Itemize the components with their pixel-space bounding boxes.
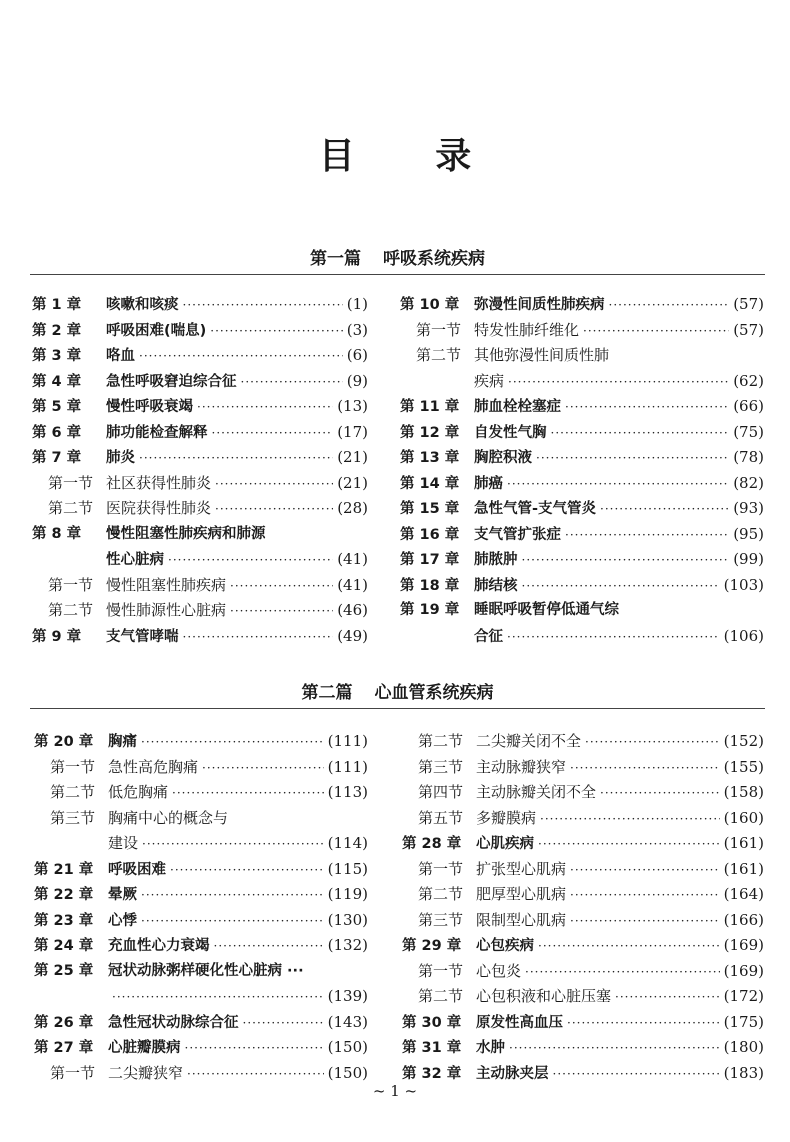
toc-entry [34,984,368,1010]
chapter-number: 第 13 章 [400,450,460,466]
entry-title: 睡眠呼吸暂停低通气综 [474,602,619,618]
page-ref: (150) [327,1038,368,1056]
leader-dots [570,756,720,782]
toc-entry [400,420,764,446]
toc-entry [402,857,764,883]
page-ref: (75) [733,422,764,441]
toc-entry [402,984,764,1010]
section-number: 第二节 [48,601,94,619]
toc-entry [402,908,764,934]
toc-entry [34,959,368,985]
toc-entry [34,882,368,908]
entry-title: 水肿 [476,1040,505,1056]
leader-dots [170,858,324,884]
leader-dots [583,319,729,345]
leader-dots [585,730,720,756]
leader-dots [522,574,720,600]
chapter-number: 第 28 章 [402,836,462,852]
chapter-number: 第 11 章 [400,399,460,415]
chapter-number: 第 7 章 [32,450,82,466]
entry-title: 晕厥 [108,887,137,903]
toc-entry [400,343,764,369]
chapter-number: 第 6 章 [32,424,82,441]
toc-entry [400,292,764,318]
page-ref: (166) [723,910,764,929]
section-number: 第二节 [418,987,464,1005]
chapter-number: 第 27 章 [34,1040,94,1056]
toc-entry [402,831,764,857]
chapter-number: 第 21 章 [34,861,94,878]
entry-title: 咯血 [106,348,135,364]
page-ref: (150) [327,1063,368,1082]
page-ref: (119) [327,885,368,903]
leader-dots [185,1036,324,1062]
page-ref: (78) [733,448,764,466]
toc-entry [32,394,368,420]
chapter-number: 第 9 章 [32,628,82,645]
leader-dots [172,781,324,807]
page-ref: (113) [327,783,368,801]
leader-dots [230,574,333,600]
page-ref: (28) [337,499,368,517]
toc-entry [34,908,368,934]
leader-dots [215,472,333,498]
page-ref: (175) [723,1012,764,1031]
leader-dots [538,934,720,960]
page-ref: (3) [346,320,368,339]
toc-entry [34,806,368,832]
leader-dots [615,985,720,1011]
toc-entry [400,445,764,471]
chapter-number: 第 26 章 [34,1014,94,1031]
leader-dots [112,985,324,1011]
leader-dots [230,599,333,625]
entry-title: 心肌疾病 [476,836,534,852]
leader-dots [536,446,729,472]
entry-title: 主动脉夹层 [476,1065,549,1082]
toc-entry [400,318,764,344]
part-name: 呼吸系统疾病 [383,249,485,269]
entry-title: 胸腔积液 [474,450,532,466]
chapter-number: 第 18 章 [400,577,460,594]
page-ref: (152) [723,732,764,750]
entry-title: 建设 [108,834,139,852]
leader-dots [507,625,720,651]
section-number: 第一节 [418,961,464,980]
section-number: 第一节 [48,473,94,492]
entry-title: 主动脉瓣关闭不全 [476,783,597,801]
part-divider [30,708,765,709]
page-ref: (130) [327,910,368,929]
section-number: 第一节 [48,575,94,594]
toc-entry [400,547,764,573]
entry-title: 胸痛 [108,734,137,750]
entry-title: 二尖瓣狭窄 [108,1063,184,1082]
entry-title: 合征 [474,628,503,645]
entry-title: 医院获得性肺炎 [106,499,212,517]
entry-title: 自发性气胸 [474,424,547,441]
page-ref: (93) [733,499,764,517]
entry-title: 慢性阻塞性肺疾病 [106,575,227,594]
page-ref: (114) [327,834,368,852]
page-ref: (158) [723,783,764,801]
page-ref: (21) [337,448,368,466]
section-number: 第一节 [416,320,462,339]
toc-entry [32,624,368,650]
toc-entry [34,933,368,959]
toc-entry [400,471,764,497]
entry-title: 咳嗽和咳痰 [106,297,179,313]
chapter-number: 第 12 章 [400,424,460,441]
section-number: 第二节 [416,346,462,364]
part-title-2 [30,678,765,703]
chapter-number: 第 25 章 [34,962,94,979]
leader-dots [214,934,324,960]
toc-column-left [32,292,368,649]
page-ref: (111) [327,732,368,750]
section-number: 第三节 [418,910,464,929]
entry-title: 充血性心力衰竭 [108,938,210,954]
entry-title: 慢性呼吸衰竭 [106,399,193,415]
page-ref: (115) [327,859,368,878]
leader-dots [570,909,720,935]
toc-entry [34,729,368,755]
entry-title: 弥漫性间质性肺疾病 [474,297,605,313]
entry-title: 低危胸痛 [108,783,169,801]
toc-column-right [400,292,764,649]
page-ref: (1) [346,295,368,313]
entry-title: 肺脓肿 [474,552,518,568]
entry-title: 疾病 [474,371,505,390]
section-number: 第一节 [50,757,96,776]
page-ref: (99) [733,550,764,568]
section-number: 第三节 [418,757,464,776]
entry-title: 急性冠状动脉综合征 [108,1014,239,1031]
toc-column-right [402,729,764,1086]
entry-title: 限制型心肌病 [476,910,567,929]
leader-dots [538,832,720,858]
entry-title: 肺癌 [474,475,503,492]
leader-dots [565,395,729,421]
toc-entry [32,445,368,471]
toc-entry [32,573,368,599]
entry-title: 肺血栓栓塞症 [474,399,561,415]
leader-dots [141,730,324,756]
chapter-number: 第 30 章 [402,1014,462,1031]
entry-title: 慢性阻塞性肺疾病和肺源 [106,525,266,542]
entry-title: 特发性肺纤维化 [474,320,580,339]
leader-dots [183,293,343,319]
page-ref: (111) [327,757,368,776]
toc-entry [402,780,764,806]
toc-entry [32,547,368,573]
page-ref: (161) [723,859,764,878]
page-ref: (62) [733,371,764,390]
entry-title: 慢性肺源性心脏病 [106,601,227,619]
page-ref: (180) [723,1038,764,1056]
entry-title: 支气管哮喘 [106,628,179,645]
entry-title: 胸痛中心的概念与 [108,808,229,827]
page-ref: (57) [733,320,764,339]
entry-title: 社区获得性肺炎 [106,473,212,492]
page-ref: (160) [723,808,764,827]
page-ref: (82) [733,473,764,492]
leader-dots [540,807,720,833]
leader-dots [509,1036,720,1062]
toc-entry [34,831,368,857]
chapter-number: 第 2 章 [32,322,82,339]
page-title: 目 录 [318,135,506,177]
chapter-number: 第 10 章 [400,297,460,313]
chapter-number: 第 14 章 [400,475,460,492]
page-ref: (103) [723,575,764,594]
toc-entry [32,292,368,318]
toc-entry [32,598,368,624]
page-ref: (132) [327,936,368,954]
part-divider [30,274,765,275]
section-number: 第二节 [418,732,464,750]
chapter-number: 第 4 章 [32,373,82,390]
chapter-number: 第 20 章 [34,734,94,750]
leader-dots [551,421,730,447]
toc-entry [400,369,764,395]
section-number: 第一节 [418,859,464,878]
leader-dots [600,781,720,807]
toc-entry [32,318,368,344]
entry-title: 二尖瓣关闭不全 [476,732,582,750]
toc-entry [32,471,368,497]
toc-entry [400,522,764,548]
entry-title: 扩张型心肌病 [476,859,567,878]
leader-dots [139,344,343,370]
toc-entry [34,780,368,806]
entry-title: 肺结核 [474,577,518,594]
entry-title: 急性高危胸痛 [108,757,199,776]
page-ref: (172) [723,987,764,1005]
entry-title: 主动脉瓣狭窄 [476,757,567,776]
chapter-number: 第 1 章 [32,297,82,313]
chapter-number: 第 8 章 [32,525,82,542]
entry-title: 多瓣膜病 [476,808,537,827]
chapter-number: 第 22 章 [34,887,94,903]
page-ref: (13) [337,397,368,415]
page-ref: (41) [337,575,368,594]
page-ref: (106) [723,626,764,645]
leader-dots [565,523,729,549]
toc-entry [32,522,368,548]
toc-entry [400,496,764,522]
leader-dots [142,832,324,858]
leader-dots [522,548,730,574]
entry-title: 呼吸困难(喘息) [106,322,207,339]
entry-title: 急性气管-支气管炎 [474,501,597,517]
entry-title: 冠状动脉粥样硬化性心脏病 ··· [108,962,304,979]
entry-title: 原发性高血压 [476,1014,563,1031]
toc-entry [34,857,368,883]
toc-entry [32,369,368,395]
page-ref: (21) [337,473,368,492]
toc-entry [34,1010,368,1036]
toc-entry [32,496,368,522]
leader-dots [609,293,730,319]
part-number: 第二篇 [301,683,353,703]
leader-dots [570,883,720,909]
page-ref: (143) [327,1012,368,1031]
part-number: 第一篇 [310,249,361,269]
chapter-number: 第 3 章 [32,348,82,364]
page-ref: (155) [723,757,764,776]
leader-dots [202,756,324,782]
entry-title: 急性呼吸窘迫综合征 [106,373,237,390]
part-title-1 [30,244,765,269]
chapter-number: 第 16 章 [400,526,460,543]
toc-entry [34,1035,368,1061]
entry-title: 其他弥漫性间质性肺 [474,346,610,364]
leader-dots [507,472,729,498]
leader-dots [168,548,333,574]
part-name: 心血管系统疾病 [374,683,494,703]
leader-dots [141,909,324,935]
leader-dots [525,960,720,986]
section-number: 第二节 [50,783,96,801]
entry-title: 心包炎 [476,961,522,980]
page-ref: (57) [733,295,764,313]
entry-title: 心悸 [108,912,137,929]
entry-title: 支气管扩张症 [474,526,561,543]
leader-dots [570,858,720,884]
page-ref: (46) [337,601,368,619]
leader-dots [508,370,729,396]
toc-entry [32,420,368,446]
entry-title: 心脏瓣膜病 [108,1040,181,1056]
page-number: ~ 1 ~ [372,1082,418,1100]
toc-entry [402,755,764,781]
toc-entry [402,882,764,908]
toc-entry [400,624,764,650]
leader-dots [600,497,729,523]
toc-entry [402,933,764,959]
chapter-number: 第 15 章 [400,501,460,517]
leader-dots [212,421,334,447]
section-number: 第四节 [418,783,464,801]
chapter-number: 第 29 章 [402,938,462,954]
page-ref: (139) [327,987,368,1005]
page-ref: (95) [733,524,764,543]
page-ref: (41) [337,550,368,568]
chapter-number: 第 31 章 [402,1040,462,1056]
entry-title: 呼吸困难 [108,861,166,878]
chapter-number: 第 32 章 [402,1065,462,1082]
section-number: 第一节 [50,1063,96,1082]
section-number: 第三节 [50,808,96,827]
toc-entry [400,394,764,420]
entry-title: 肥厚型心肌病 [476,885,567,903]
page-ref: (49) [337,626,368,645]
chapter-number: 第 23 章 [34,912,94,929]
entry-title: 心包疾病 [476,938,534,954]
leader-dots [141,883,324,909]
toc-entry [402,1010,764,1036]
entry-title: 肺功能检查解释 [106,424,208,441]
entry-title: 心包积液和心脏压塞 [476,987,612,1005]
leader-dots [215,497,333,523]
leader-dots [567,1011,720,1037]
page-ref: (164) [723,885,764,903]
toc-entry [402,806,764,832]
page-ref: (169) [723,936,764,954]
leader-dots [241,370,343,396]
entry-title: 肺炎 [106,450,135,466]
toc-entry [402,1035,764,1061]
page-ref: (17) [337,422,368,441]
entry-title: 性心脏病 [106,552,164,568]
chapter-number: 第 5 章 [32,399,82,415]
page-ref: (161) [723,834,764,852]
page-ref: (183) [723,1063,764,1082]
toc-column-left [34,729,368,1086]
toc-entry [400,598,764,624]
chapter-number: 第 19 章 [400,602,460,618]
toc-entry [402,729,764,755]
section-number: 第二节 [48,499,94,517]
leader-dots [243,1011,324,1037]
page-ref: (6) [346,346,368,364]
page-ref: (66) [733,397,764,415]
chapter-number: 第 24 章 [34,938,94,954]
section-number: 第二节 [418,885,464,903]
leader-dots [183,625,334,651]
section-number: 第五节 [418,808,464,827]
toc-entry [402,959,764,985]
page-ref: (169) [723,961,764,980]
toc-entry [34,755,368,781]
leader-dots [197,395,333,421]
leader-dots [210,319,342,345]
chapter-number: 第 17 章 [400,552,460,568]
toc-entry [32,343,368,369]
page-ref: (9) [346,371,368,390]
leader-dots [139,446,333,472]
toc-entry [400,573,764,599]
